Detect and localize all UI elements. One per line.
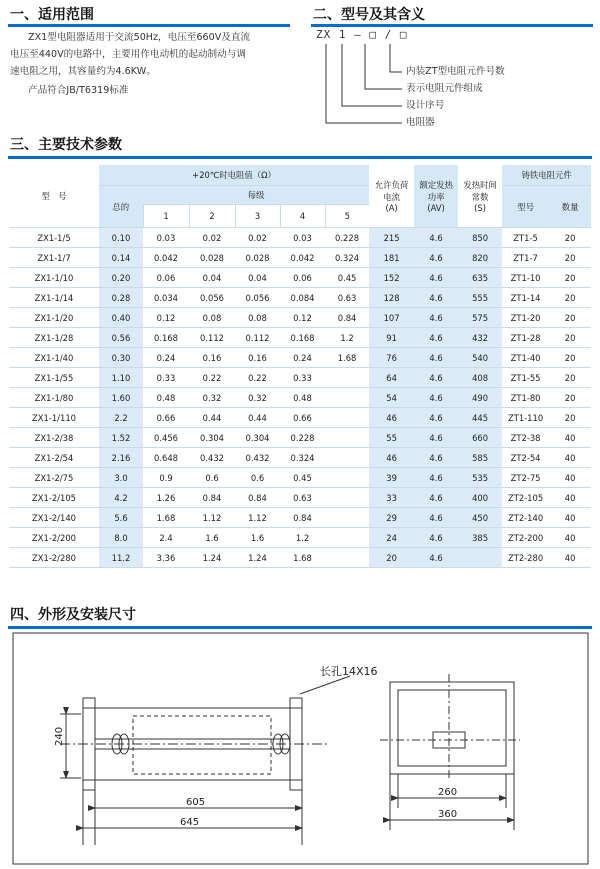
- cell: 0.6: [235, 468, 280, 488]
- section1-line-3: 速电阻之用，其容量约为4.6KW。: [10, 66, 156, 77]
- cell: 0.034: [143, 288, 189, 308]
- cell: 585: [458, 448, 502, 468]
- cell: 0.056: [189, 288, 235, 308]
- cell: [325, 388, 369, 408]
- cell: ZT1-5: [502, 228, 549, 248]
- cell: 0.056: [235, 288, 280, 308]
- cell: ZT1-110: [502, 408, 549, 428]
- table-row: [9, 368, 591, 388]
- table-row: [9, 388, 591, 408]
- cell: 0.168: [280, 328, 325, 348]
- cell: 0.16: [235, 348, 280, 368]
- cell: 0.40: [99, 308, 143, 328]
- cell: 91: [369, 328, 414, 348]
- cell: ZX1-1/14: [9, 288, 99, 308]
- dim-outer: 645: [180, 817, 200, 828]
- cell: ZT1-55: [502, 368, 549, 388]
- cell: 4.6: [414, 428, 458, 448]
- header-power: 额定发热功率 (AV): [414, 165, 458, 228]
- cell: 4.2: [99, 488, 143, 508]
- cell: 3.36: [143, 548, 189, 568]
- cell: ZX1-1/55: [9, 368, 99, 388]
- cell: 0.228: [280, 428, 325, 448]
- cell: 0.9: [143, 468, 189, 488]
- cell: ZX1-2/280: [9, 548, 99, 568]
- cell: 400: [458, 488, 502, 508]
- header-stage-4: 4: [280, 205, 325, 228]
- cell: 0.228: [325, 228, 369, 248]
- cell: 0.042: [143, 248, 189, 268]
- header-element-group: 铸铁电阻元件: [502, 165, 591, 186]
- cell: 0.32: [235, 388, 280, 408]
- cell: 0.112: [235, 328, 280, 348]
- spec-table: [9, 165, 591, 568]
- cell: 0.324: [280, 448, 325, 468]
- cell: 33: [369, 488, 414, 508]
- cell: 0.042: [280, 248, 325, 268]
- cell: 1.2: [325, 328, 369, 348]
- cell: 0.44: [235, 408, 280, 428]
- header-model: 型 号: [9, 165, 99, 228]
- cell: [325, 428, 369, 448]
- cell: 4.6: [414, 228, 458, 248]
- cell: 0.432: [235, 448, 280, 468]
- cell: 0.28: [99, 288, 143, 308]
- cell: 4.6: [414, 388, 458, 408]
- cell: ZT1-7: [502, 248, 549, 268]
- cell: 20: [549, 408, 591, 428]
- cell: [325, 528, 369, 548]
- cell: 20: [549, 228, 591, 248]
- cell: 0.168: [143, 328, 189, 348]
- cell: 0.84: [325, 308, 369, 328]
- cell: 20: [549, 268, 591, 288]
- cell: ZT2-54: [502, 448, 549, 468]
- section1-title: 一、适用范围: [10, 7, 94, 23]
- front-view: [60, 676, 350, 845]
- table-row: [9, 488, 591, 508]
- cell: 54: [369, 388, 414, 408]
- cell: 20: [549, 248, 591, 268]
- cell: 0.324: [325, 248, 369, 268]
- table-row: [9, 408, 591, 428]
- cell: 0.03: [280, 228, 325, 248]
- cell: 0.84: [235, 488, 280, 508]
- cell: 20: [549, 328, 591, 348]
- cell: 635: [458, 268, 502, 288]
- cell: ZX1-1/110: [9, 408, 99, 428]
- cell: 1.68: [280, 548, 325, 568]
- cell: 1.6: [235, 528, 280, 548]
- cell: 450: [458, 508, 502, 528]
- cell: ZT2-280: [502, 548, 549, 568]
- cell: [325, 448, 369, 468]
- cell: 20: [549, 308, 591, 328]
- header-per-stage: 每级: [143, 186, 369, 205]
- dim-side-inner: 260: [438, 787, 458, 798]
- model-label-1: 内装ZT型电阻元件号数: [406, 66, 505, 77]
- cell: 0.12: [143, 308, 189, 328]
- cell: 0.112: [189, 328, 235, 348]
- cell: 4.6: [414, 328, 458, 348]
- outline-drawing: [0, 630, 600, 868]
- cell: 0.32: [189, 388, 235, 408]
- header-stage-2: 2: [189, 205, 235, 228]
- cell: 0.028: [189, 248, 235, 268]
- cell: 4.6: [414, 468, 458, 488]
- dim-inner: 605: [186, 797, 206, 808]
- cell: 4.6: [414, 448, 458, 468]
- cell: 4.6: [414, 288, 458, 308]
- cell: 0.456: [143, 428, 189, 448]
- cell: ZT1-28: [502, 328, 549, 348]
- header-stage-3: 3: [235, 205, 280, 228]
- cell: 64: [369, 368, 414, 388]
- header-current: 允许负荷电流 (A): [369, 165, 414, 228]
- cell: ZT1-14: [502, 288, 549, 308]
- cell: 0.66: [280, 408, 325, 428]
- cell: 20: [549, 368, 591, 388]
- cell: 4.6: [414, 368, 458, 388]
- cell: 0.44: [189, 408, 235, 428]
- cell: 0.22: [189, 368, 235, 388]
- cell: 40: [549, 468, 591, 488]
- cell: 1.10: [99, 368, 143, 388]
- side-view: [380, 674, 520, 830]
- section3-rule: [8, 156, 592, 159]
- cell: ZX1-1/80: [9, 388, 99, 408]
- cell: 1.12: [189, 508, 235, 528]
- table-row: [9, 348, 591, 368]
- cell: 0.304: [189, 428, 235, 448]
- cell: 0.63: [280, 488, 325, 508]
- cell: 1.60: [99, 388, 143, 408]
- model-code-leaders: [310, 40, 410, 132]
- cell: 0.33: [280, 368, 325, 388]
- cell: ZX1-2/38: [9, 428, 99, 448]
- cell: 1.52: [99, 428, 143, 448]
- cell: 20: [369, 548, 414, 568]
- cell: 4.6: [414, 268, 458, 288]
- cell: 432: [458, 328, 502, 348]
- table-row: [9, 288, 591, 308]
- section1-line-2: 电压至440V的电路中，主要用作电动机的起动制动与调: [10, 49, 246, 60]
- header-total: 总的: [99, 186, 143, 228]
- cell: 20: [549, 348, 591, 368]
- cell: 0.04: [235, 268, 280, 288]
- cell: 540: [458, 348, 502, 368]
- cell: 215: [369, 228, 414, 248]
- cell: ZX1-1/40: [9, 348, 99, 368]
- cell: [325, 548, 369, 568]
- cell: 20: [549, 388, 591, 408]
- cell: 0.66: [143, 408, 189, 428]
- cell: [458, 548, 502, 568]
- header-element-model: 型号: [502, 186, 549, 228]
- cell: 4.6: [414, 348, 458, 368]
- cell: 385: [458, 528, 502, 548]
- dim-height: 240: [54, 726, 65, 746]
- cell: 0.16: [189, 348, 235, 368]
- cell: 1.12: [235, 508, 280, 528]
- header-stage-5: 5: [325, 205, 369, 228]
- cell: 40: [549, 508, 591, 528]
- cell: 4.6: [414, 508, 458, 528]
- table-row: [9, 228, 591, 248]
- cell: 40: [549, 548, 591, 568]
- cell: [325, 408, 369, 428]
- cell: 555: [458, 288, 502, 308]
- cell: ZT2-105: [502, 488, 549, 508]
- cell: [325, 468, 369, 488]
- cell: ZX1-2/75: [9, 468, 99, 488]
- cell: 0.14: [99, 248, 143, 268]
- cell: 46: [369, 408, 414, 428]
- cell: ZT1-40: [502, 348, 549, 368]
- cell: 0.08: [235, 308, 280, 328]
- cell: 0.56: [99, 328, 143, 348]
- cell: 39: [369, 468, 414, 488]
- cell: ZT2-75: [502, 468, 549, 488]
- cell: 5.6: [99, 508, 143, 528]
- cell: 24: [369, 528, 414, 548]
- cell: 0.02: [235, 228, 280, 248]
- cell: ZX1-1/5: [9, 228, 99, 248]
- cell: 11.2: [99, 548, 143, 568]
- cell: ZX1-2/105: [9, 488, 99, 508]
- cell: 0.20: [99, 268, 143, 288]
- cell: ZX1-2/140: [9, 508, 99, 528]
- section4-rule: [8, 626, 592, 629]
- cell: 0.22: [235, 368, 280, 388]
- table-row: [9, 308, 591, 328]
- cell: 0.304: [235, 428, 280, 448]
- cell: 29: [369, 508, 414, 528]
- cell: 1.68: [325, 348, 369, 368]
- cell: 8.0: [99, 528, 143, 548]
- cell: 0.48: [143, 388, 189, 408]
- spec-table-body: [9, 228, 591, 568]
- cell: 46: [369, 448, 414, 468]
- cell: [325, 368, 369, 388]
- cell: 0.02: [189, 228, 235, 248]
- cell: 660: [458, 428, 502, 448]
- cell: 0.03: [143, 228, 189, 248]
- table-row: [9, 528, 591, 548]
- table-row: [9, 508, 591, 528]
- table-row: [9, 328, 591, 348]
- cell: 40: [549, 488, 591, 508]
- cell: 0.648: [143, 448, 189, 468]
- cell: ZX1-1/20: [9, 308, 99, 328]
- cell: 107: [369, 308, 414, 328]
- cell: 20: [549, 288, 591, 308]
- cell: 0.12: [280, 308, 325, 328]
- cell: 0.45: [325, 268, 369, 288]
- cell: ZT2-140: [502, 508, 549, 528]
- header-resistance-group: +20℃时电阻值（Ω）: [99, 165, 369, 186]
- section1-line-4: 产品符合JB/T6319标准: [28, 85, 129, 96]
- dim-side-outer: 360: [438, 809, 458, 820]
- cell: 2.4: [143, 528, 189, 548]
- cell: 820: [458, 248, 502, 268]
- cell: 40: [549, 528, 591, 548]
- cell: [325, 488, 369, 508]
- section2-title: 二、型号及其含义: [313, 7, 425, 23]
- cell: ZT2-200: [502, 528, 549, 548]
- cell: ZT2-38: [502, 428, 549, 448]
- table-row: [9, 428, 591, 448]
- cell: 0.84: [189, 488, 235, 508]
- cell: ZX1-1/10: [9, 268, 99, 288]
- cell: ZX1-1/28: [9, 328, 99, 348]
- section1-line-1: ZX1型电阻器适用于交流50Hz，电压至660V及直流: [28, 32, 251, 43]
- section1-rule: [8, 24, 290, 27]
- cell: 0.48: [280, 388, 325, 408]
- cell: 3.0: [99, 468, 143, 488]
- cell: 4.6: [414, 308, 458, 328]
- cell: 445: [458, 408, 502, 428]
- cell: 0.24: [143, 348, 189, 368]
- cell: 0.6: [189, 468, 235, 488]
- cell: 0.04: [189, 268, 235, 288]
- header-time: 发热时间常数 (S): [458, 165, 502, 228]
- cell: 40: [549, 428, 591, 448]
- cell: 152: [369, 268, 414, 288]
- cell: 0.06: [143, 268, 189, 288]
- cell: 1.6: [189, 528, 235, 548]
- cell: 4.6: [414, 248, 458, 268]
- cell: 1.68: [143, 508, 189, 528]
- header-stage-1: 1: [143, 205, 189, 228]
- cell: 0.06: [280, 268, 325, 288]
- cell: 128: [369, 288, 414, 308]
- cell: 55: [369, 428, 414, 448]
- cell: [325, 508, 369, 528]
- section3-title: 三、主要技术参数: [10, 137, 122, 153]
- cell: 4.6: [414, 488, 458, 508]
- cell: 0.432: [189, 448, 235, 468]
- cell: 490: [458, 388, 502, 408]
- cell: ZT1-20: [502, 308, 549, 328]
- table-row: [9, 248, 591, 268]
- cell: 408: [458, 368, 502, 388]
- cell: 0.84: [280, 508, 325, 528]
- table-row: [9, 548, 591, 568]
- cell: 4.6: [414, 528, 458, 548]
- table-row: [9, 468, 591, 488]
- cell: ZX1-1/7: [9, 248, 99, 268]
- cell: 0.45: [280, 468, 325, 488]
- cell: 1.24: [189, 548, 235, 568]
- cell: ZT1-80: [502, 388, 549, 408]
- cell: 0.30: [99, 348, 143, 368]
- cell: 850: [458, 228, 502, 248]
- cell: 0.028: [235, 248, 280, 268]
- model-code: ZX 1 — □ / □: [316, 28, 408, 41]
- cell: 181: [369, 248, 414, 268]
- model-label-4: 电阻器: [406, 117, 435, 128]
- cell: ZT1-10: [502, 268, 549, 288]
- cell: 0.63: [325, 288, 369, 308]
- section4-title: 四、外形及安装尺寸: [10, 607, 136, 623]
- table-row: [9, 448, 591, 468]
- table-row: [9, 268, 591, 288]
- cell: ZX1-2/54: [9, 448, 99, 468]
- model-label-3: 设计序号: [406, 100, 445, 111]
- cell: 0.084: [280, 288, 325, 308]
- cell: 0.33: [143, 368, 189, 388]
- cell: 4.6: [414, 548, 458, 568]
- cell: 1.26: [143, 488, 189, 508]
- cell: 2.16: [99, 448, 143, 468]
- cell: 575: [458, 308, 502, 328]
- cell: 535: [458, 468, 502, 488]
- cell: 40: [549, 448, 591, 468]
- slot-label: 长孔14X16: [320, 665, 378, 678]
- model-label-2: 表示电阻元件组成: [406, 83, 483, 94]
- cell: 2.2: [99, 408, 143, 428]
- cell: 1.24: [235, 548, 280, 568]
- cell: 76: [369, 348, 414, 368]
- header-element-qty: 数量: [549, 186, 591, 228]
- cell: ZX1-2/200: [9, 528, 99, 548]
- cell: 0.08: [189, 308, 235, 328]
- cell: 4.6: [414, 408, 458, 428]
- cell: 0.10: [99, 228, 143, 248]
- cell: 1.2: [280, 528, 325, 548]
- cell: 0.24: [280, 348, 325, 368]
